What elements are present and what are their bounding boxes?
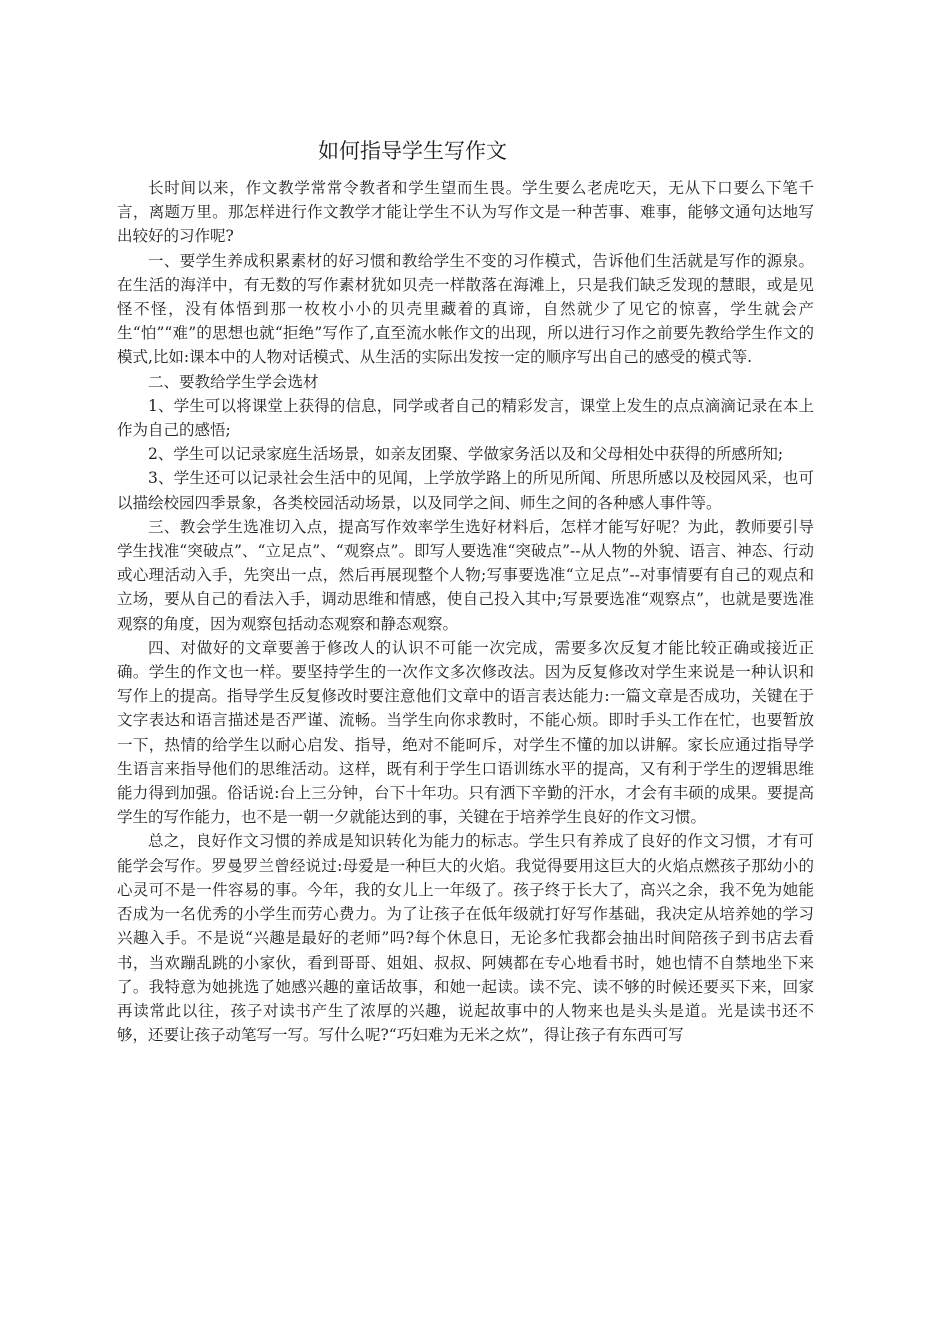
paragraph-item-3: 3、学生还可以记录社会生活中的见闻，上学放学路上的所见所闻、所思所感以及校园风采，也可以描绘校园四季景象，各类校园活动场景，以及同学之间、师生之间的各种感人事件等。: [117, 469, 814, 512]
paragraph-section-3: 三、教会学生选准切入点，提高写作效率学生选好材料后，怎样才能写好呢？为此，教师要引导学生找准“突破点”、“立足点”、“观察点”。即写人要选准“突破点”--从人物的外貌、语言、神态、行动或心理活动入手，先突出一点，然后再展现整个人物;写事要选准“立足点”--对事情要有自己的观点和立场，要从自己的看法入手，调动思维和情感，使自己投入其中;写景要选准“观察点”，也就是要选准观察的角度，因为观察包括动态观察和静态观察。: [117, 517, 814, 633]
paragraph-section-4: 四、对做好的文章要善于修改人的认识不可能一次完成，需要多次反复才能比较正确或接近正确。学生的作文也一样。要坚持学生的一次作文多次修改法。因为反复修改对学生来说是一种认识和写作上的提高。指导学生反复修改时要注意他们文章中的语言表达能力:一篇文章是否成功，关键在于文字表达和语言描述是否严谨、流畅。当学生向你求教时，不能心烦。即时手头工作在忙，也要暂放一下，热情的给学生以耐心启发、指导，绝对不能呵斥，对学生不懂的加以讲解。家长应通过指导学生语言来指导他们的思维活动。这样，既有利于学生口语训练水平的提高，又有利于学生的逻辑思维能力得到加强。俗话说:台上三分钟，台下十年功。只有洒下辛勤的汗水，才会有丰硕的成果。要提高学生的写作能力，也不是一朝一夕就能达到的事，关键在于培养学生良好的作文习惯。: [117, 638, 814, 827]
paragraph-conclusion: 总之，良好作文习惯的养成是知识转化为能力的标志。学生只有养成了良好的作文习惯，才有可能学会写作。罗曼罗兰曾经说过:母爱是一种巨大的火焰。我觉得要用这巨大的火焰点燃孩子那幼小的心灵可不是一件容易的事。今年，我的女儿上一年级了。孩子终于长大了，高兴之余，我不免为她能否成为一名优秀的小学生而劳心费力。为了让孩子在低年级就打好写作基础，我决定从培养她的学习兴趣入手。不是说“兴趣是最好的老师”吗?每个休息日，无论多忙我都会抽出时间陪孩子到书店去看书，当欢蹦乱跳的小家伙，看到哥哥、姐姐、叔叔、阿姨都在专心地看书时，她也情不自禁地坐下来了。我特意为她挑选了她感兴趣的童话故事，和她一起读。读不完、读不够的时候还要买下来，回家再读常此以往，孩子对读书产生了浓厚的兴趣，说起故事中的人物来也是头头是道。光是读书还不够，还要让孩子动笔写一写。写什么呢?“巧妇难为无米之炊”，得让孩子有东西可写: [117, 832, 814, 1045]
paragraph-section-2-heading: 二、要教给学生学会选材: [148, 372, 319, 391]
paragraph-item-2: 2、学生可以记录家庭生活场景，如亲友团聚、学做家务活以及和父母相处中获得的所感所知;: [148, 445, 784, 464]
document-title: 如何指导学生写作文: [318, 139, 507, 163]
paragraph-section-1: 一、要学生养成积累素材的好习惯和教给学生不变的习作模式，告诉他们生活就是写作的源泉。在生活的海洋中，有无数的写作素材犹如贝壳一样散落在海滩上，只是我们缺乏发现的慧眼，或是见怪不怪，没有体悟到那一枚枚小小的贝壳里藏着的真谛，自然就少了见它的惊喜，学生就会产生“怕”“难”的思想也就“拒绝”写作了,直至流水帐作文的出现，所以进行习作之前要先教给学生作文的模式,比如:课本中的人物对话模式、从生活的实际出发按一定的顺序写出自己的感受的模式等.: [117, 251, 814, 367]
document-body: [117, 176, 814, 1047]
paragraph-intro: 长时间以来，作文教学常常令教者和学生望而生畏。学生要么老虎吃天，无从下口要么下笔千言，离题万里。那怎样进行作文教学才能让学生不认为写作文是一种苦事、难事，能够文通句达地写出较好的习作呢?: [117, 179, 814, 246]
paragraph-item-1: 1、学生可以将课堂上获得的信息，同学或者自己的精彩发言，课堂上发生的点点滴滴记录在本上作为自己的感悟;: [117, 396, 814, 440]
